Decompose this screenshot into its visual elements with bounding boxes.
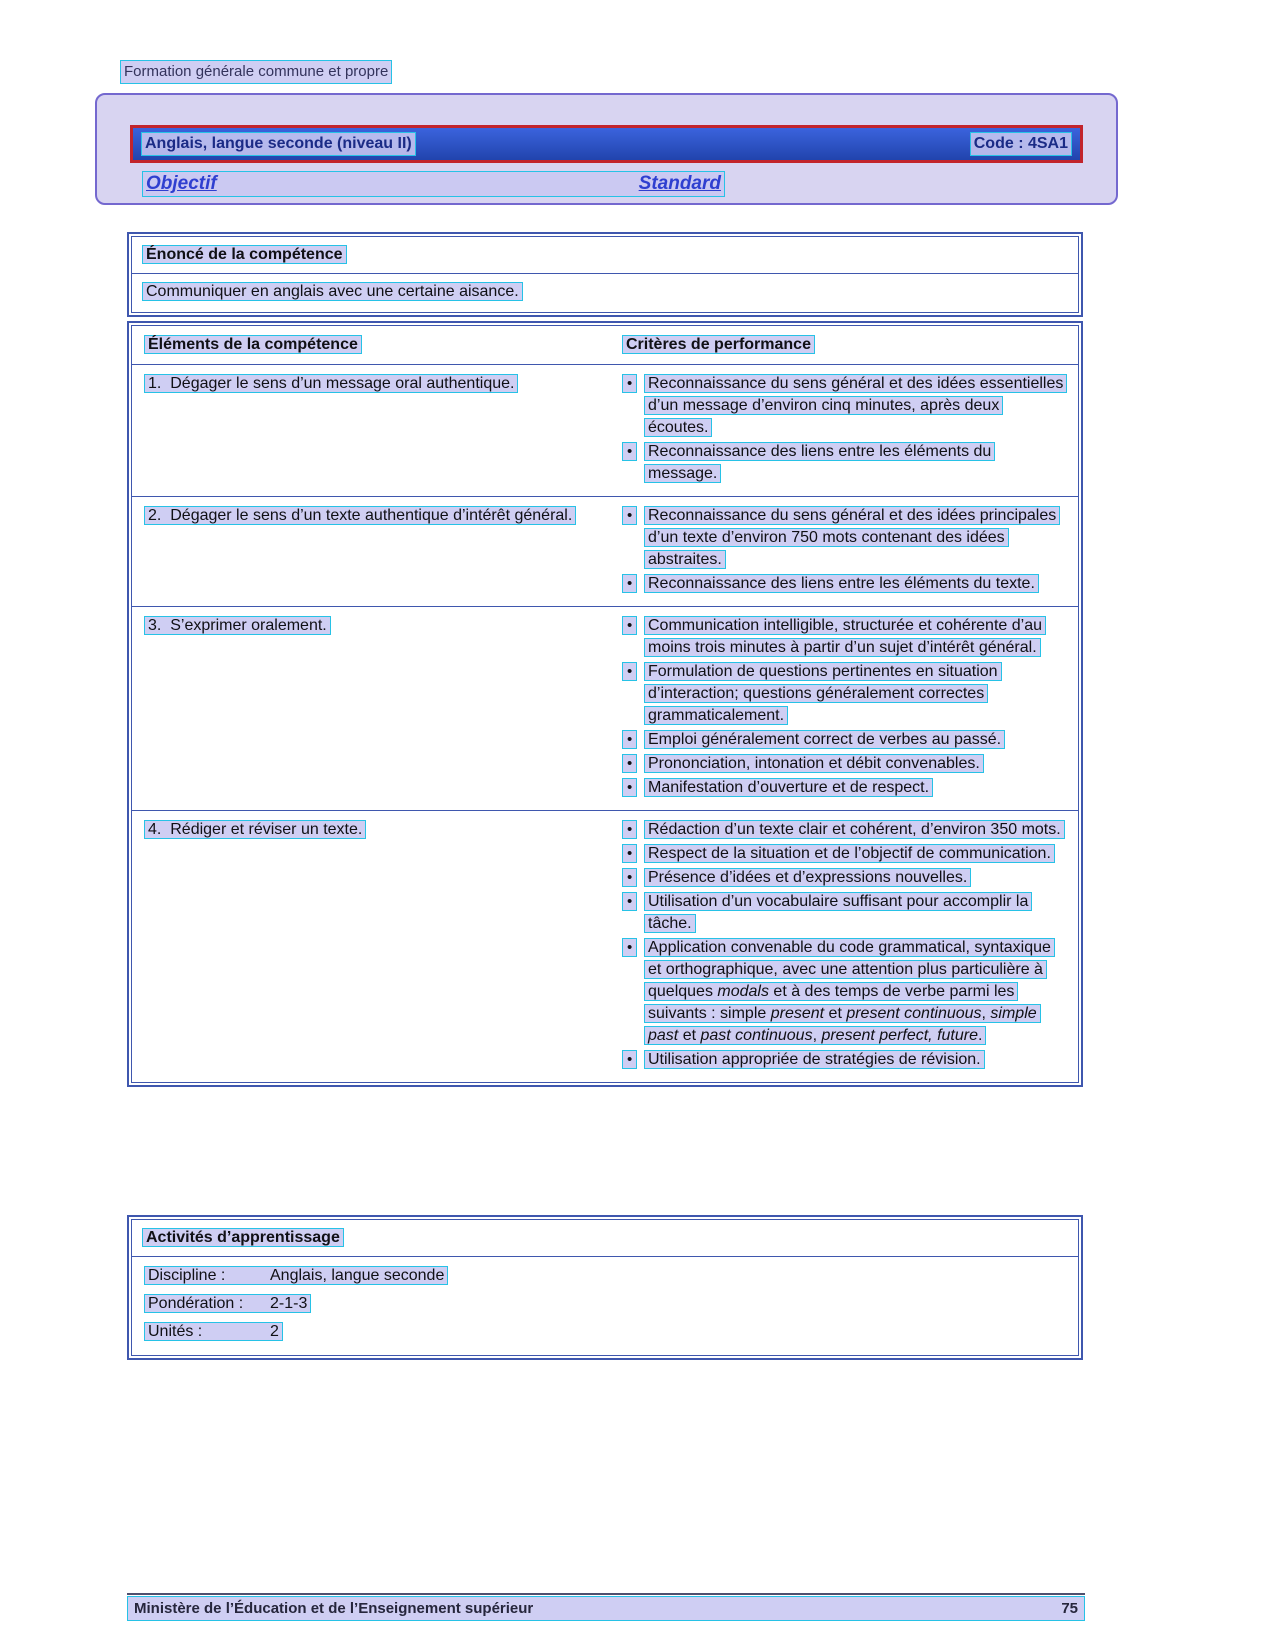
bullet-cell <box>610 661 644 727</box>
criterion-text-wrap <box>644 843 1066 865</box>
bullet-cell <box>610 1049 644 1071</box>
criterion-item <box>610 843 1066 865</box>
bullet-cell <box>610 867 644 889</box>
table-row <box>132 365 1078 496</box>
bullet-icon: • <box>622 820 637 839</box>
elements-table <box>127 321 1083 1087</box>
element-text-wrap <box>144 505 600 527</box>
bullet-cell <box>610 891 644 935</box>
activities-heading: Activités d’apprentissage <box>142 1228 344 1247</box>
activity-row <box>132 1290 1078 1318</box>
criterion-text-wrap <box>644 819 1066 841</box>
criterion-item <box>610 777 1066 799</box>
activity-label: Unités : <box>148 1323 203 1340</box>
element-text-wrap <box>144 819 600 841</box>
course-code: Code : 4SA1 <box>970 132 1072 156</box>
activity-label: Pondération : <box>148 1295 244 1312</box>
bullet-cell <box>610 441 644 485</box>
criterion-text-wrap <box>644 777 1066 799</box>
criterion-text: Utilisation d’un vocabulaire suffisant pour accomplir la tâche. <box>644 892 1032 933</box>
activity-line <box>144 1322 283 1341</box>
table-row <box>132 606 1078 810</box>
bullet-icon: • <box>622 754 637 773</box>
criterion-text: Présence d’idées et d’expressions nouvelles. <box>644 868 971 887</box>
criterion-text-wrap <box>644 373 1066 439</box>
element-cell <box>132 365 610 496</box>
bullet-icon: • <box>622 506 637 525</box>
activity-row <box>132 1262 1078 1290</box>
criterion-text-wrap <box>644 753 1066 775</box>
bullet-cell <box>610 843 644 865</box>
elements-table-inner <box>131 325 1079 1083</box>
footer <box>127 1593 1085 1621</box>
criterion-text: Reconnaissance du sens général et des idées principales d’un texte d’environ 750 mots contenant des idées abstraites. <box>644 506 1060 569</box>
criterion-item <box>610 937 1066 1047</box>
bullet-icon: • <box>622 868 637 887</box>
criteria-list <box>610 365 1078 496</box>
bullet-icon: • <box>622 374 637 393</box>
criteria-list <box>610 811 1078 1082</box>
table-row <box>132 496 1078 606</box>
criterion-item <box>610 891 1066 935</box>
criteria-list <box>610 497 1078 606</box>
title-bar <box>130 125 1083 163</box>
header-band <box>95 93 1118 205</box>
criterion-text: Respect de la situation et de l’objectif de communication. <box>644 844 1055 863</box>
footer-band <box>127 1596 1085 1621</box>
criterion-text-wrap <box>644 615 1066 659</box>
criterion-text: Utilisation appropriée de stratégies de révision. <box>644 1050 985 1069</box>
column-header-criteres: Critères de performance <box>622 335 815 354</box>
criterion-text: Reconnaissance des liens entre les éléments du texte. <box>644 574 1039 593</box>
criterion-text-wrap <box>644 1049 1066 1071</box>
criterion-text: Emploi généralement correct de verbes au passé. <box>644 730 1005 749</box>
criterion-item <box>610 615 1066 659</box>
bullet-icon: • <box>622 616 637 635</box>
criterion-text: Communication intelligible, structurée et cohérente d’au moins trois minutes à partir d’un sujet d’intérêt général. <box>644 616 1046 657</box>
column-header-cell <box>132 326 610 364</box>
bullet-icon: • <box>622 730 637 749</box>
activities-heading-row <box>132 1220 1078 1257</box>
activity-value: 2-1-3 <box>270 1295 308 1312</box>
criterion-text-wrap <box>644 891 1066 935</box>
enonce-box <box>127 232 1083 317</box>
column-header-elements: Éléments de la compétence <box>144 335 362 354</box>
enonce-heading: Énoncé de la compétence <box>142 245 347 264</box>
bullet-cell <box>610 937 644 1047</box>
element-text: 3. S’exprimer oralement. <box>144 616 331 635</box>
criterion-item <box>610 441 1066 485</box>
bullet-icon: • <box>622 442 637 461</box>
criteria-list <box>610 607 1078 810</box>
criterion-item <box>610 867 1066 889</box>
element-cell <box>132 607 610 810</box>
criterion-text: Application convenable du code grammatical, syntaxique et orthographique, avec une attention plus particulière à quelques modals et à des temps de verbe parmi les suivants : simple present et present continuous, simple past et past continuous, present perfect, future. <box>644 938 1055 1045</box>
page-number: 75 <box>1061 1600 1078 1617</box>
criterion-item <box>610 729 1066 751</box>
criterion-text-wrap <box>644 729 1066 751</box>
elements-table-header <box>132 326 1078 365</box>
bullet-icon: • <box>622 892 637 911</box>
standard-heading: Standard <box>638 173 721 194</box>
bullet-cell <box>610 753 644 775</box>
document-header-label: Formation générale commune et propre <box>120 60 392 84</box>
criterion-text-wrap <box>644 573 1066 595</box>
objectif-standard-row <box>142 171 725 197</box>
criterion-text: Formulation de questions pertinentes en situation d’interaction; questions généralement correctes grammaticalement. <box>644 662 1002 725</box>
criterion-text-wrap <box>644 661 1066 727</box>
bullet-cell <box>610 777 644 799</box>
criterion-text: Manifestation d’ouverture et de respect. <box>644 778 933 797</box>
enonce-body: Communiquer en anglais avec une certaine aisance. <box>142 282 523 301</box>
objectif-heading: Objectif <box>146 173 217 194</box>
criterion-text: Reconnaissance du sens général et des idées essentielles d’un message d’environ cinq minutes, après deux écoutes. <box>644 374 1067 437</box>
activities-box <box>127 1215 1083 1360</box>
activity-row <box>132 1318 1078 1346</box>
criterion-item <box>610 1049 1066 1071</box>
element-text-wrap <box>144 615 600 637</box>
bullet-icon: • <box>622 938 637 957</box>
activity-value: 2 <box>270 1323 279 1340</box>
table-row <box>132 810 1078 1082</box>
bullet-cell <box>610 819 644 841</box>
elements-rows <box>132 365 1078 1082</box>
course-title: Anglais, langue seconde (niveau II) <box>141 132 416 156</box>
activity-value: Anglais, langue seconde <box>270 1267 445 1284</box>
bullet-cell <box>610 505 644 571</box>
enonce-heading-row <box>132 237 1078 274</box>
footer-ministry: Ministère de l’Éducation et de l’Enseignement supérieur <box>134 1600 534 1617</box>
element-text: 2. Dégager le sens d’un texte authentique d’intérêt général. <box>144 506 576 525</box>
bullet-icon: • <box>622 662 637 681</box>
bullet-cell <box>610 729 644 751</box>
footer-rule <box>127 1593 1085 1595</box>
bullet-cell <box>610 373 644 439</box>
criterion-item <box>610 819 1066 841</box>
criterion-item <box>610 505 1066 571</box>
element-cell <box>132 497 610 606</box>
criterion-item <box>610 373 1066 439</box>
criterion-text: Rédaction d’un texte clair et cohérent, d’environ 350 mots. <box>644 820 1065 839</box>
criterion-text-wrap <box>644 937 1066 1047</box>
element-text: 1. Dégager le sens d’un message oral authentique. <box>144 374 518 393</box>
bullet-icon: • <box>622 574 637 593</box>
enonce-box-inner <box>131 236 1079 313</box>
criterion-text-wrap <box>644 867 1066 889</box>
bullet-cell <box>610 573 644 595</box>
criterion-item <box>610 573 1066 595</box>
criterion-text: Reconnaissance des liens entre les éléments du message. <box>644 442 995 483</box>
activity-line <box>144 1266 448 1285</box>
element-cell <box>132 811 610 1082</box>
criterion-text-wrap <box>644 441 1066 485</box>
element-text-wrap <box>144 373 600 395</box>
activities-rows <box>132 1257 1078 1355</box>
bullet-icon: • <box>622 844 637 863</box>
criterion-item <box>610 661 1066 727</box>
enonce-body-row <box>132 274 1078 312</box>
criterion-text-wrap <box>644 505 1066 571</box>
criterion-item <box>610 753 1066 775</box>
activities-box-inner <box>131 1219 1079 1356</box>
column-header-cell <box>610 326 1078 364</box>
activity-label: Discipline : <box>148 1267 226 1284</box>
activity-line <box>144 1294 311 1313</box>
bullet-icon: • <box>622 1050 637 1069</box>
criterion-text: Prononciation, intonation et débit convenables. <box>644 754 984 773</box>
bullet-cell <box>610 615 644 659</box>
bullet-icon: • <box>622 778 637 797</box>
element-text: 4. Rédiger et réviser un texte. <box>144 820 366 839</box>
